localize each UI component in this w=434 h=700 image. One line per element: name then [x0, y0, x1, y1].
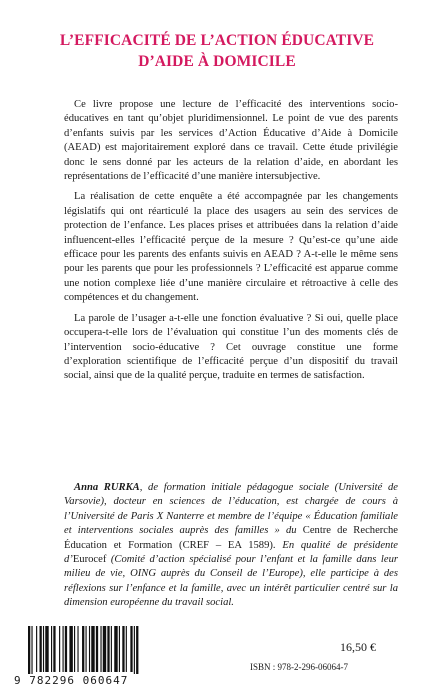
barcode-bar — [77, 626, 78, 672]
barcode-bar — [134, 626, 135, 676]
bio-text-1: , de formation initiale pédagogue sociale (Université de Varsovie), docteur en sciences de l’éducation, est chargée de cours à l’Université de Paris X Nanterre et membre de l’équipe « Éducation familiale et interventions sociales auprès des familles » du — [64, 482, 398, 537]
barcode-bar — [119, 626, 120, 672]
title-line-1: L’EFFICACITÉ DE L’ACTION ÉDUCATIVE — [59, 32, 375, 49]
barcode-bar — [114, 626, 117, 672]
barcode-bar — [43, 626, 44, 672]
barcode-digits: 9 782296 060647 — [14, 674, 164, 687]
price: 16,50 € — [340, 640, 376, 654]
barcode-bar — [89, 626, 90, 672]
barcode-bar — [91, 626, 94, 672]
barcode-bar — [74, 626, 75, 672]
barcode-bar — [100, 626, 101, 672]
summary-paragraph-3: La parole de l’usager a-t-elle une fonction évaluative ? Si oui, quelle place occupera-t-elle lors de l’évaluation qui constitue l’un des moments clés de l’intervention socio-éducative ? Cet ouvrage constitue une forme d’exploration scientifique de l’efficacité perçue d’un dispositif du travail social, ainsi que de la qualité perçue, traduite en termes de satisfaction. — [64, 312, 398, 382]
barcode-bars — [14, 624, 164, 676]
barcode-bar — [103, 626, 106, 672]
summary-paragraph-1: Ce livre propose une lecture de l’efficacité des interventions socio-éducatives en tant qu’objet pluridimensionnel. Le point de vue des parents d’enfants suivis par les services d’Action Éducative d’Aide à Domicile (AEAD) est majoritairement exploré dans ce travail. Cette étude privilégie donc le sens donné par les acteurs de la relation d’aide, en abordant les représentations de l’efficacité d’une manière intersubjective. — [64, 99, 398, 183]
isbn: ISBN : 978-2-296-06064-7 — [250, 662, 348, 672]
barcode-bar — [51, 626, 52, 672]
barcode-bar — [107, 626, 109, 672]
barcode-bar — [136, 626, 138, 676]
barcode-bar — [122, 626, 124, 672]
barcode-bar — [69, 626, 72, 672]
barcode-bar — [82, 626, 84, 672]
barcode-bar — [96, 626, 98, 672]
author-name: Anna RURKA — [74, 482, 140, 493]
barcode-bar — [65, 626, 67, 672]
barcode-bar — [63, 626, 64, 672]
barcode-bar — [53, 626, 55, 672]
bio-org-name: Eurocef — [72, 554, 107, 566]
barcode-bar — [126, 626, 127, 672]
barcode-bar — [36, 626, 37, 672]
barcode-bar — [45, 626, 48, 672]
author-biography — [64, 481, 398, 611]
bio-text-2: Centre de Recherche Éducation et Formation (CREF – EA 1589). — [64, 525, 399, 551]
barcode — [14, 624, 164, 688]
barcode-bar — [31, 626, 32, 676]
summary-paragraph-2: La réalisation de cette enquête a été accompagnée par les changements législatifs qui ont réarticulé la place des usagers au sein des services de protection de l’enfance. Les places prises et attribuées dans la relation d’aide influencent-elles l’efficacité perçue de la mesure ? Qu’est-ce qu’une aide efficace pour les parents des enfants suivis en AEAD ? A-t-elle le même sens pour les parents que pour les professionnels ? L’efficacité est apparue comme une notion complexe liée d’une manière circulaire et rétroactive à celle des compétences et du changement. — [64, 191, 398, 304]
barcode-bar — [40, 626, 42, 672]
barcode-bar — [59, 626, 60, 672]
title-line-2: D’AIDE À DOMICILE — [138, 53, 296, 70]
barcode-bar — [111, 626, 112, 672]
barcode-bar — [28, 626, 30, 676]
barcode-bar — [130, 626, 132, 672]
barcode-bar — [86, 626, 87, 672]
book-summary — [64, 98, 398, 390]
book-title — [0, 30, 434, 72]
bio-paragraph — [64, 481, 398, 611]
bio-text-5: (Comité d’action spécialisé pour l’enfant et la famille dans leur milieu de vie, OING auprès du Conseil de l’Europe), elle participe à des réflexions sur l’enfance et la famille, avec un intérêt particulier centré sur la dimension européenne du travail social. — [64, 554, 398, 609]
bio-text-3: En qualité de présidente d’ — [64, 539, 398, 566]
